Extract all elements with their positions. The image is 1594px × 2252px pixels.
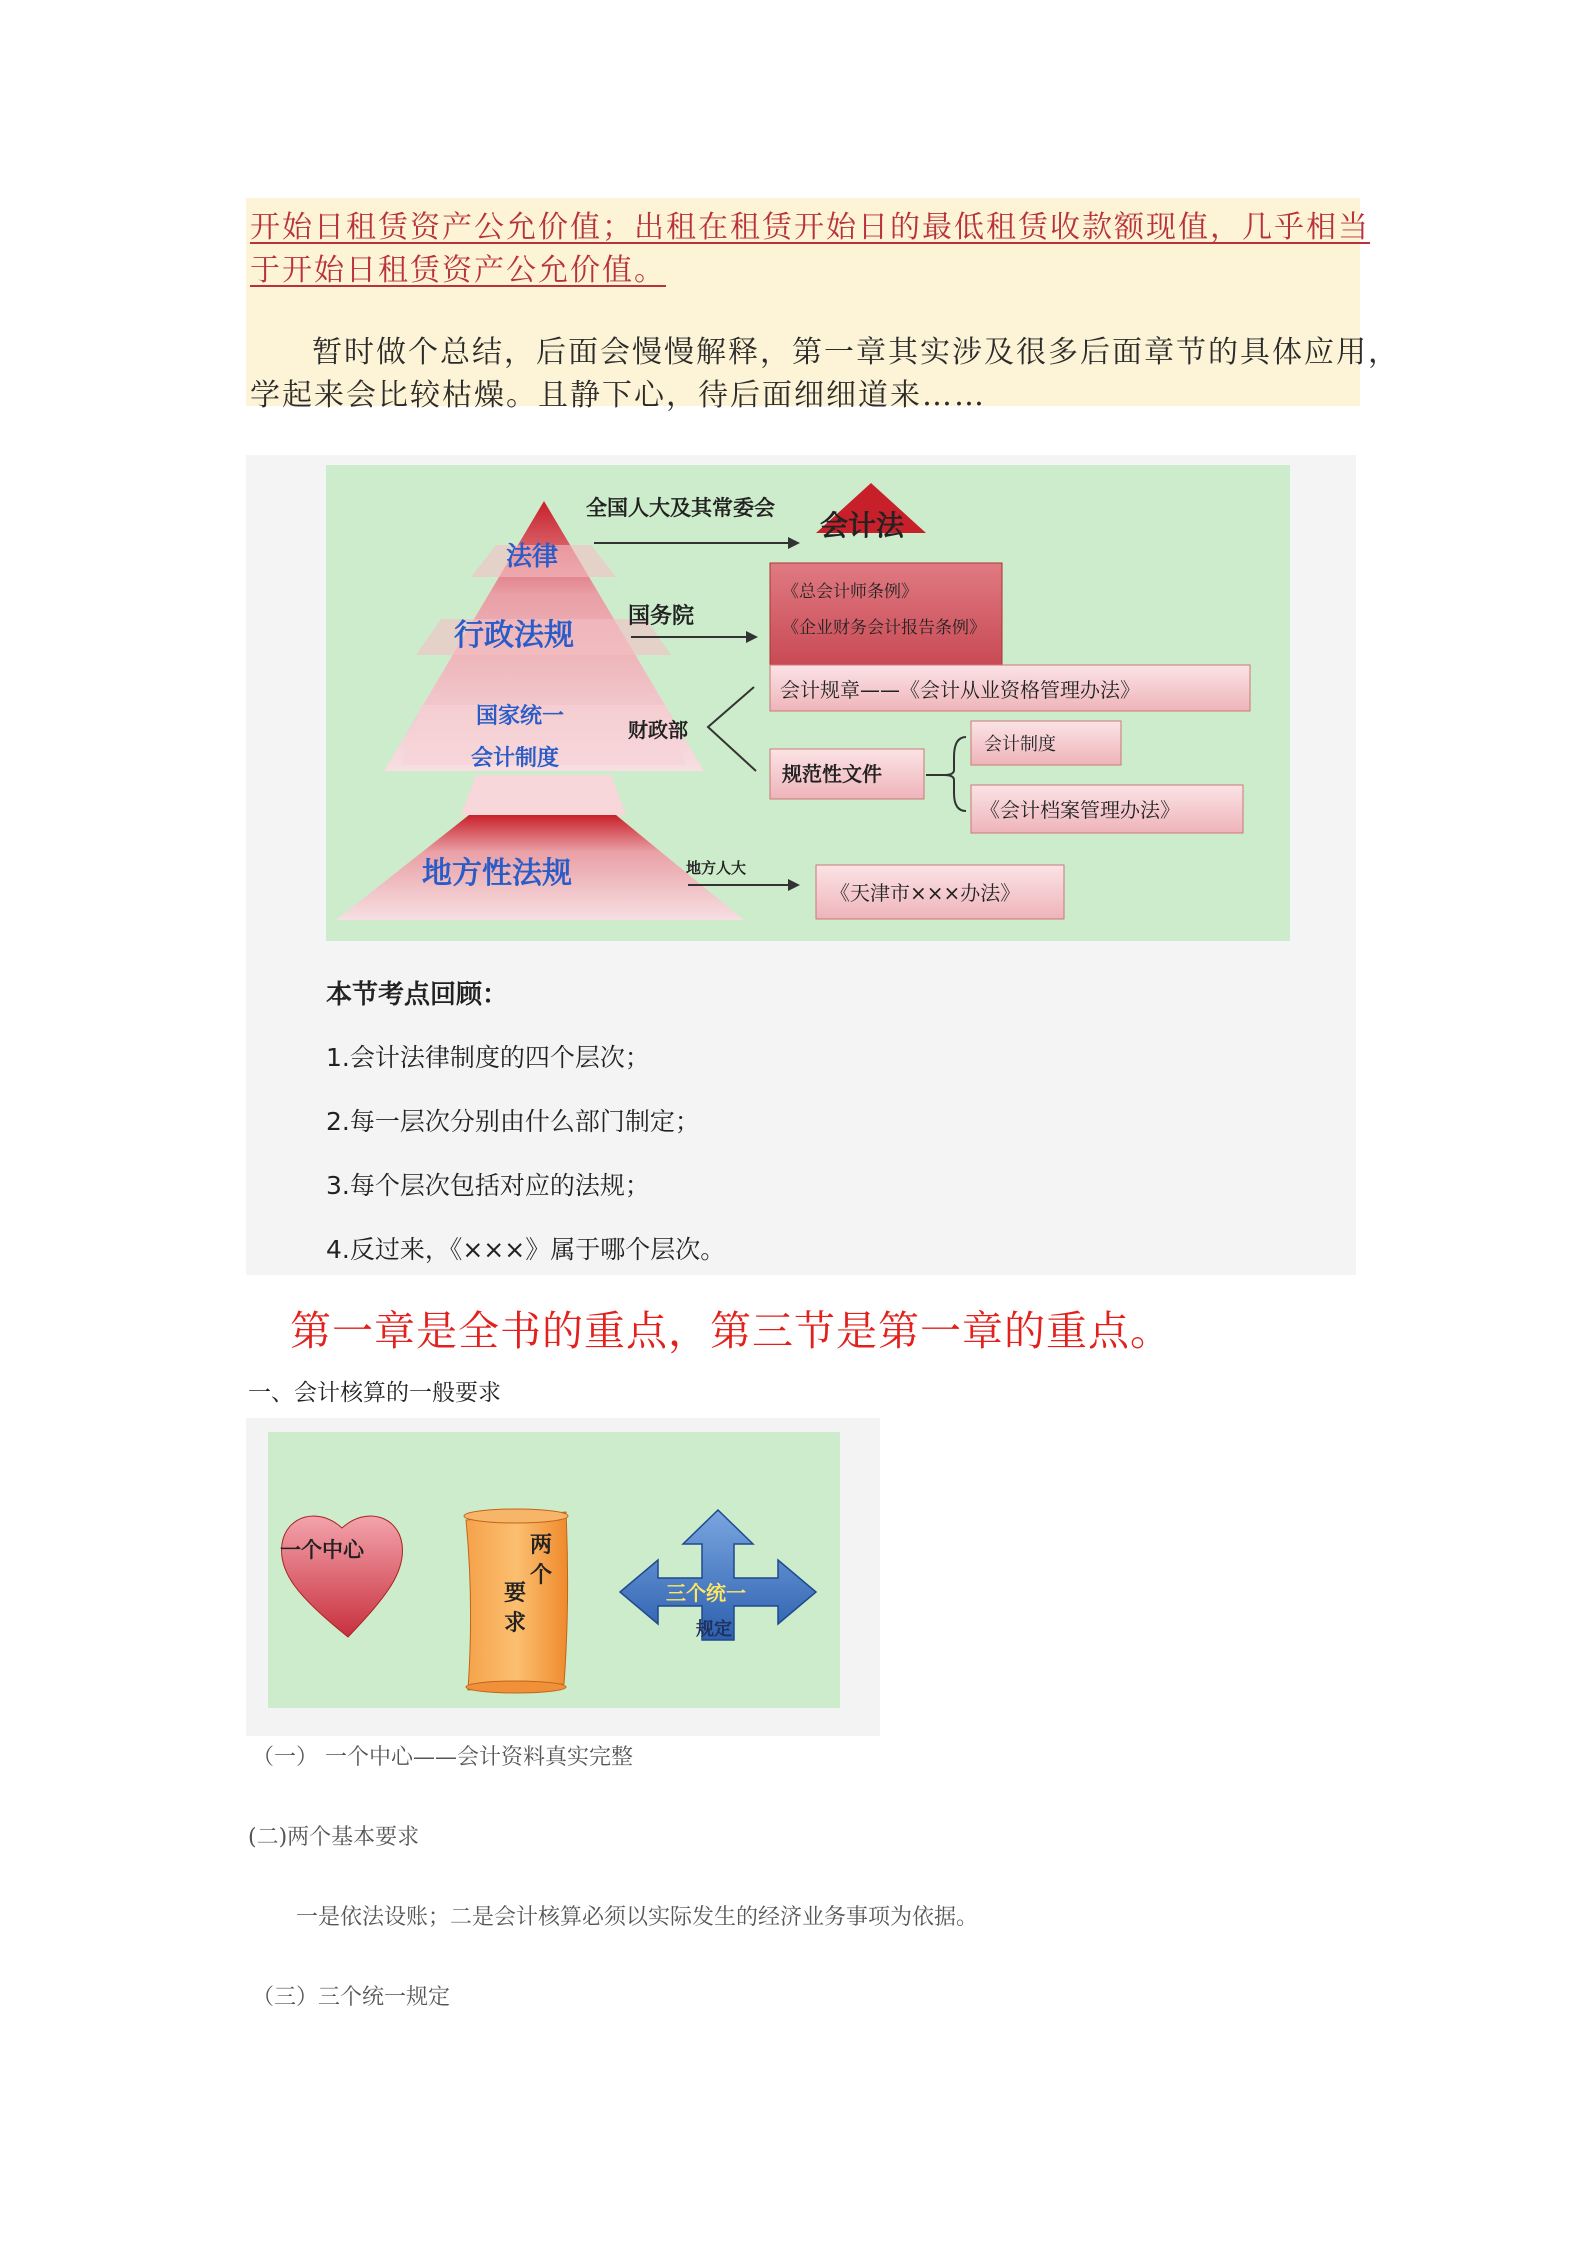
level-label-national-a: 国家统一 bbox=[476, 704, 565, 729]
note-line-4: 学起来会比较枯燥。且静下心，待后面细细道来…… bbox=[250, 378, 986, 413]
arrow-label-top: 三个统一 bbox=[666, 1581, 746, 1605]
reg-item-2: 《企业财务会计报告条例》 bbox=[782, 618, 986, 638]
level-label-local: 地方性法规 bbox=[422, 856, 572, 891]
chapter-emphasis: 第一章是全书的重点，第三节是第一章的重点。 bbox=[290, 1307, 1172, 1355]
accounting-system-text: 会计制度 bbox=[984, 734, 1056, 755]
paragraph-one-centre: （一） 一个中心——会计资料真实完整 bbox=[252, 1745, 633, 1770]
admin-regulations-box bbox=[770, 563, 1002, 665]
level-label-law: 法律 bbox=[506, 542, 559, 572]
source-local-npc: 地方人大 bbox=[686, 859, 747, 877]
scroll-char: 两 bbox=[530, 1533, 553, 1558]
review-item: 1.会计法律制度的四个层次； bbox=[326, 1043, 650, 1072]
note-line-1: 开始日租赁资产公允价值；出租在租赁开始日的最低租赁收款额现值，几乎相当 bbox=[250, 210, 1370, 245]
normative-doc-text: 规范性文件 bbox=[782, 762, 882, 786]
requirements-diagram bbox=[268, 1432, 840, 1708]
review-title: 本节考点回顾： bbox=[326, 980, 509, 1010]
rule-text: 会计规章——《会计从业资格管理办法》 bbox=[780, 678, 1140, 702]
law-label: 会计法 bbox=[820, 509, 905, 542]
review-item: 2.每一层次分别由什么部门制定； bbox=[326, 1107, 700, 1136]
paragraph-two-requirements: (二)两个基本要求 bbox=[248, 1825, 420, 1850]
archive-text: 《会计档案管理办法》 bbox=[980, 798, 1180, 822]
local-regulation-text: 《天津市×××办法》 bbox=[830, 881, 1021, 905]
source-mof: 财政部 bbox=[628, 718, 688, 742]
source-state-council: 国务院 bbox=[628, 604, 695, 629]
level-label-national-b: 会计制度 bbox=[471, 746, 560, 771]
scroll-char: 求 bbox=[504, 1611, 527, 1636]
source-npc: 全国人大及其常委会 bbox=[586, 496, 775, 520]
note-line-2: 于开始日租赁资产公允价值。 bbox=[250, 253, 666, 288]
scroll-char: 要 bbox=[504, 1581, 527, 1606]
heart-label: 一个中心 bbox=[280, 1538, 364, 1562]
section-heading: 一、会计核算的一般要求 bbox=[248, 1380, 501, 1406]
level-label-admin: 行政法规 bbox=[454, 618, 574, 653]
legal-hierarchy-diagram bbox=[326, 465, 1290, 941]
paragraph-three-rules: （三）三个统一规定 bbox=[252, 1985, 451, 2010]
scroll-char: 个 bbox=[530, 1563, 553, 1588]
reg-item-1: 《总会计师条例》 bbox=[782, 582, 918, 602]
review-item: 3.每个层次包括对应的法规； bbox=[326, 1171, 650, 1200]
paragraph-requirements-detail: 一是依法设账；二是会计核算必须以实际发生的经济业务事项为依据。 bbox=[296, 1905, 979, 1930]
note-line-3: 暂时做个总结，后面会慢慢解释，第一章其实涉及很多后面章节的具体应用， bbox=[312, 335, 1400, 370]
review-item: 4.反过来，《×××》属于哪个层次。 bbox=[326, 1235, 726, 1264]
arrow-label-bottom: 规定 bbox=[696, 1619, 732, 1640]
